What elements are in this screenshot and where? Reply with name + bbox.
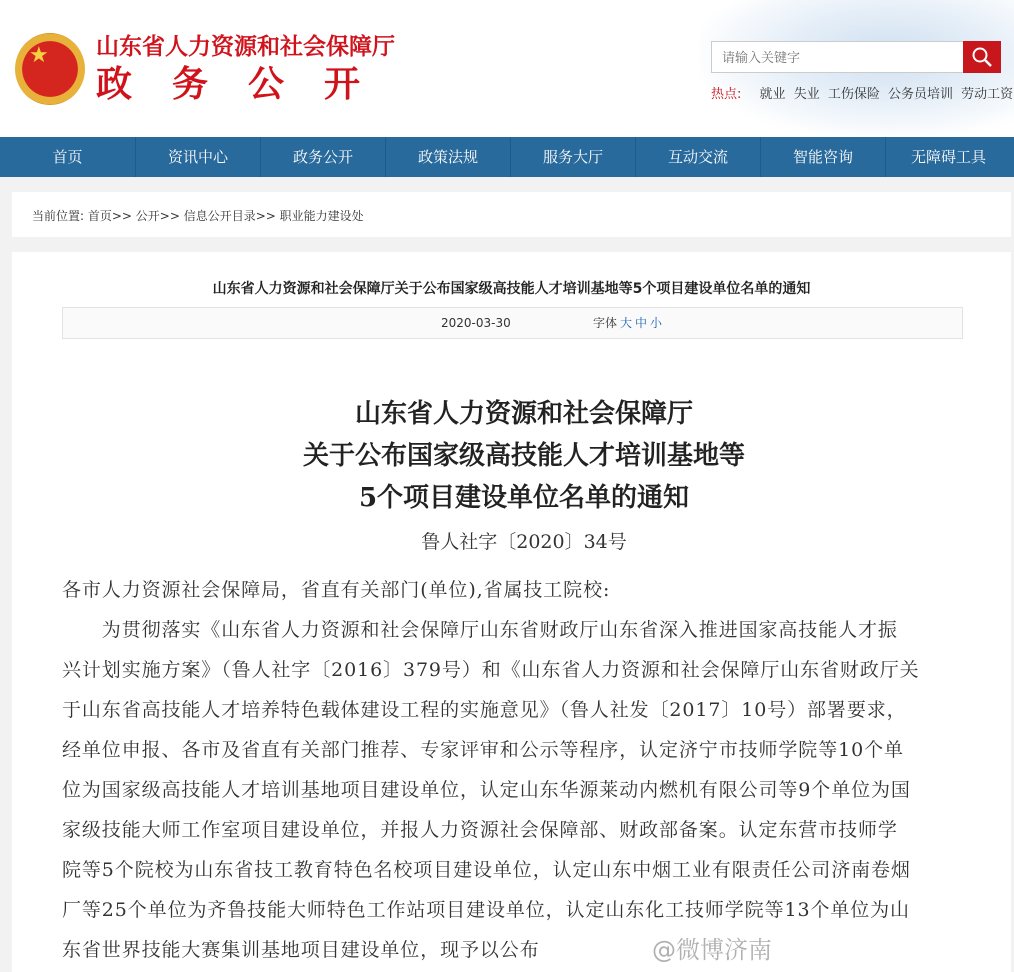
body-line: 经单位申报、各市及省直有关部门推荐、专家评审和公示等程序，认定济宁市技师学院等10个单: [62, 739, 904, 761]
org-name: 山东省人力资源和社会保障厅: [96, 34, 395, 60]
nav-news[interactable]: 资讯中心: [136, 137, 261, 177]
font-medium[interactable]: 中: [635, 316, 648, 330]
search-input[interactable]: [711, 41, 964, 73]
hot-word[interactable]: 失业: [793, 87, 820, 102]
nav-home[interactable]: 首页: [0, 137, 136, 177]
hot-keywords: [711, 83, 1014, 102]
body-line: 各市人力资源社会保障局，省直有关部门(单位),省属技工院校:: [62, 579, 611, 601]
weibo-watermark: @微博济南: [652, 936, 772, 964]
nav-policy[interactable]: 政策法规: [386, 137, 511, 177]
main-nav: [0, 137, 1014, 177]
body-line: 位为国家级高技能人才培训基地项目建设单位，认定山东华源莱动内燃机有限公司等9个单位为国: [62, 779, 911, 801]
body-line: 为贯彻落实《山东省人力资源和社会保障厅山东省财政厅山东省深入推进国家高技能人才振: [62, 619, 898, 641]
nav-interaction[interactable]: 互动交流: [636, 137, 761, 177]
document-number: 鲁人社字〔2020〕34号: [421, 531, 627, 553]
font-size-control: [593, 308, 662, 338]
hot-word[interactable]: 工伤保险: [827, 87, 880, 102]
article-title: 山东省人力资源和社会保障厅关于公布国家级高技能人才培训基地等5个项目建设单位名单的通知: [212, 281, 811, 297]
nav-smart-consult[interactable]: 智能咨询: [761, 137, 886, 177]
nav-accessibility[interactable]: 无障碍工具: [910, 148, 986, 166]
hot-word[interactable]: 劳动工资: [961, 87, 1014, 102]
article-body: [62, 570, 972, 970]
search-button[interactable]: [963, 41, 1001, 73]
hot-word[interactable]: 就业: [759, 87, 786, 102]
font-size-label: 字体: [593, 316, 618, 330]
body-line: 院等5个院校为山东省技工教育特色名校项目建设单位，认定山东中烟工业有限责任公司济南卷烟: [62, 859, 911, 881]
section-title: 政务公开: [96, 64, 401, 105]
body-line: 东省世界技能大赛集训基地项目建设单位，现予以公布: [62, 939, 540, 961]
body-line: 兴计划实施方案》（鲁人社字〔2016〕379号）和《山东省人力资源和社会保障厅山东省财政厅关: [62, 659, 920, 681]
article-meta-bar: [62, 307, 963, 339]
body-line: 家级技能大师工作室项目建设单位，并报人力资源社会保障部、财政部备案。认定东营市技师学: [62, 819, 898, 841]
doc-heading-line: 关于公布国家级高技能人才培训基地等: [302, 441, 745, 471]
body-line: 于山东省高技能人才培养特色载体建设工程的实施意见》（鲁人社发〔2017〕10号）部署要求，: [62, 699, 907, 721]
publish-date: 2020-03-30: [441, 316, 511, 330]
national-emblem-logo: ★: [15, 33, 85, 105]
doc-heading-line: 5个项目建设单位名单的通知: [358, 483, 690, 513]
doc-heading-line: 山东省人力资源和社会保障厅: [354, 399, 693, 429]
hot-label: 热点:: [711, 87, 742, 102]
article-container: [12, 252, 1011, 972]
site-header: [0, 0, 1014, 137]
search-icon: [971, 46, 993, 68]
nav-service-hall[interactable]: 服务大厅: [511, 137, 636, 177]
nav-gov-affairs[interactable]: 政务公开: [261, 137, 386, 177]
font-large[interactable]: 大: [620, 316, 633, 330]
body-line: 厂等25个单位为齐鲁技能大师特色工作站项目建设单位，认定山东化工技师学院等13个单位为山: [62, 899, 910, 921]
hot-word[interactable]: 公务员培训: [888, 87, 954, 102]
breadcrumb[interactable]: 当前位置: 首页>> 公开>> 信息公开目录>> 职业能力建设处: [12, 192, 1011, 237]
font-small[interactable]: 小: [650, 316, 663, 330]
